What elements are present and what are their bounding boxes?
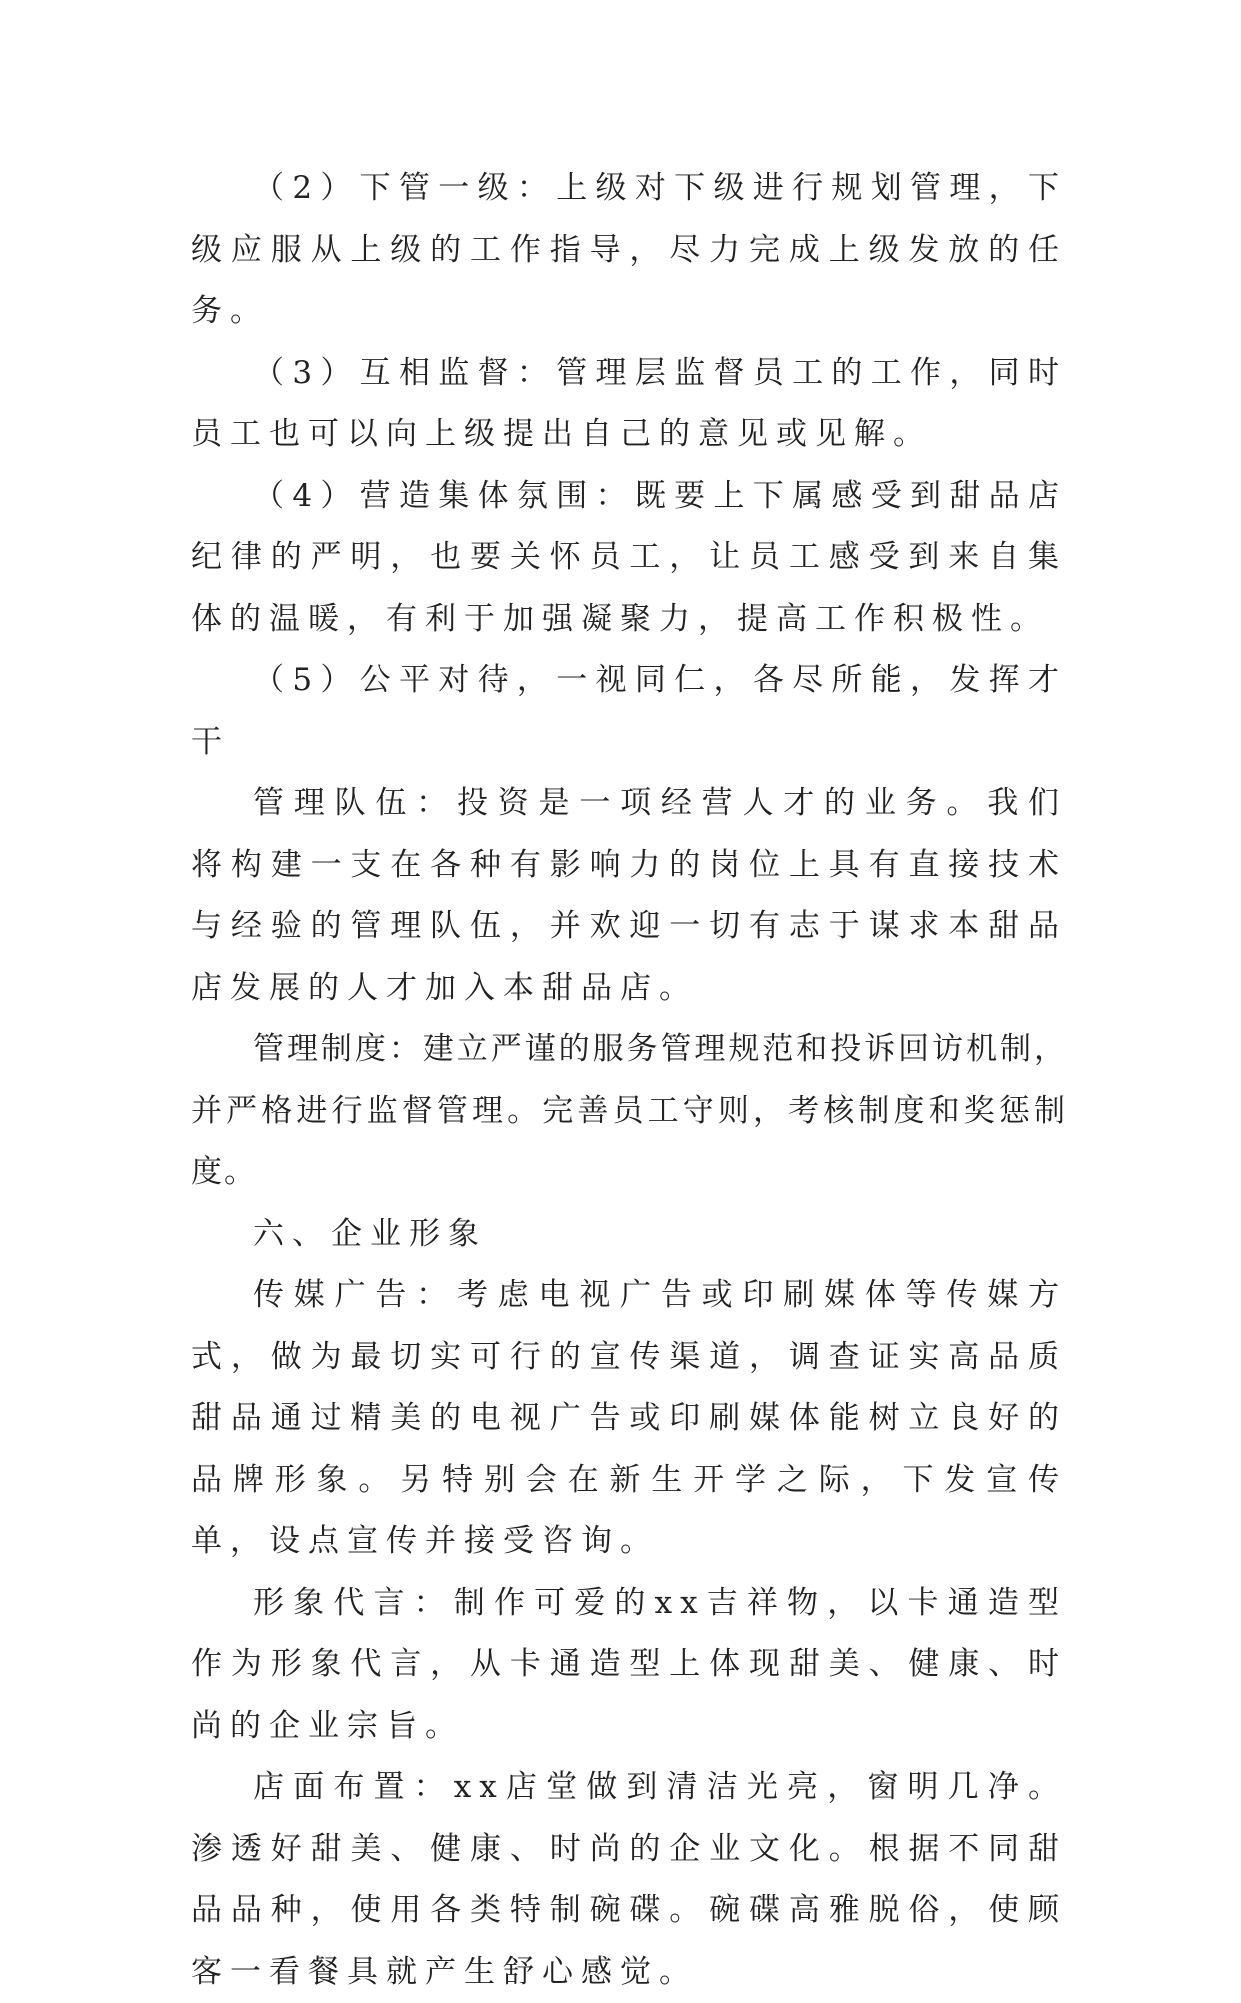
- paragraph-2-subordinate-management: （2）下管一级：上级对下级进行规划管理，下级应服从上级的工作指导，尽力完成上级发放的任务。: [191, 170, 1067, 329]
- paragraph-store-layout: 店面布置：xx店堂做到清洁光亮，窗明几净。渗透好甜美、健康、时尚的企业文化。根据不同甜品品种，使用各类特制碗碟。碗碟高雅脱俗，使顾客一看餐具就产生舒心感觉。: [191, 1769, 1067, 1990]
- paragraph-5-fair-treatment: （5）公平对待，一视同仁，各尽所能，发挥才干: [191, 662, 1067, 760]
- section-heading-corporate-image: 六、企业形象: [253, 1215, 487, 1252]
- paragraph-management-system: 管理制度：建立严谨的服务管理规范和投诉回访机制，并严格进行监督管理。完善员工守则，考核制度和奖惩制度。: [191, 1031, 1067, 1190]
- paragraph-3-mutual-supervision: （3）互相监督：管理层监督员工的工作，同时员工也可以向上级提出自己的意见或见解。: [191, 354, 1067, 452]
- paragraph-management-team: 管理队伍：投资是一项经营人才的业务。我们将构建一支在各种有影响力的岗位上具有直接技术与经验的管理队伍，并欢迎一切有志于谋求本甜品店发展的人才加入本甜品店。: [191, 785, 1067, 1006]
- paragraph-4-collective-atmosphere: （4）营造集体氛围：既要上下属感受到甜品店纪律的严明，也要关怀员工，让员工感受到来自集体的温暖，有利于加强凝聚力，提高工作积极性。: [191, 477, 1067, 637]
- document-body: [191, 158, 1067, 2003]
- paragraph-image-spokesperson: 形象代言：制作可爱的xx吉祥物，以卡通造型作为形象代言，从卡通造型上体现甜美、健康、时尚的企业宗旨。: [191, 1584, 1067, 1744]
- paragraph-media-advertising: 传媒广告：考虑电视广告或印刷媒体等传媒方式，做为最切实可行的宣传渠道，调查证实高品质甜品通过精美的电视广告或印刷媒体能树立良好的品牌形象。另特别会在新生开学之际，下发宣传单，设点宣传并接受咨询。: [191, 1277, 1067, 1559]
